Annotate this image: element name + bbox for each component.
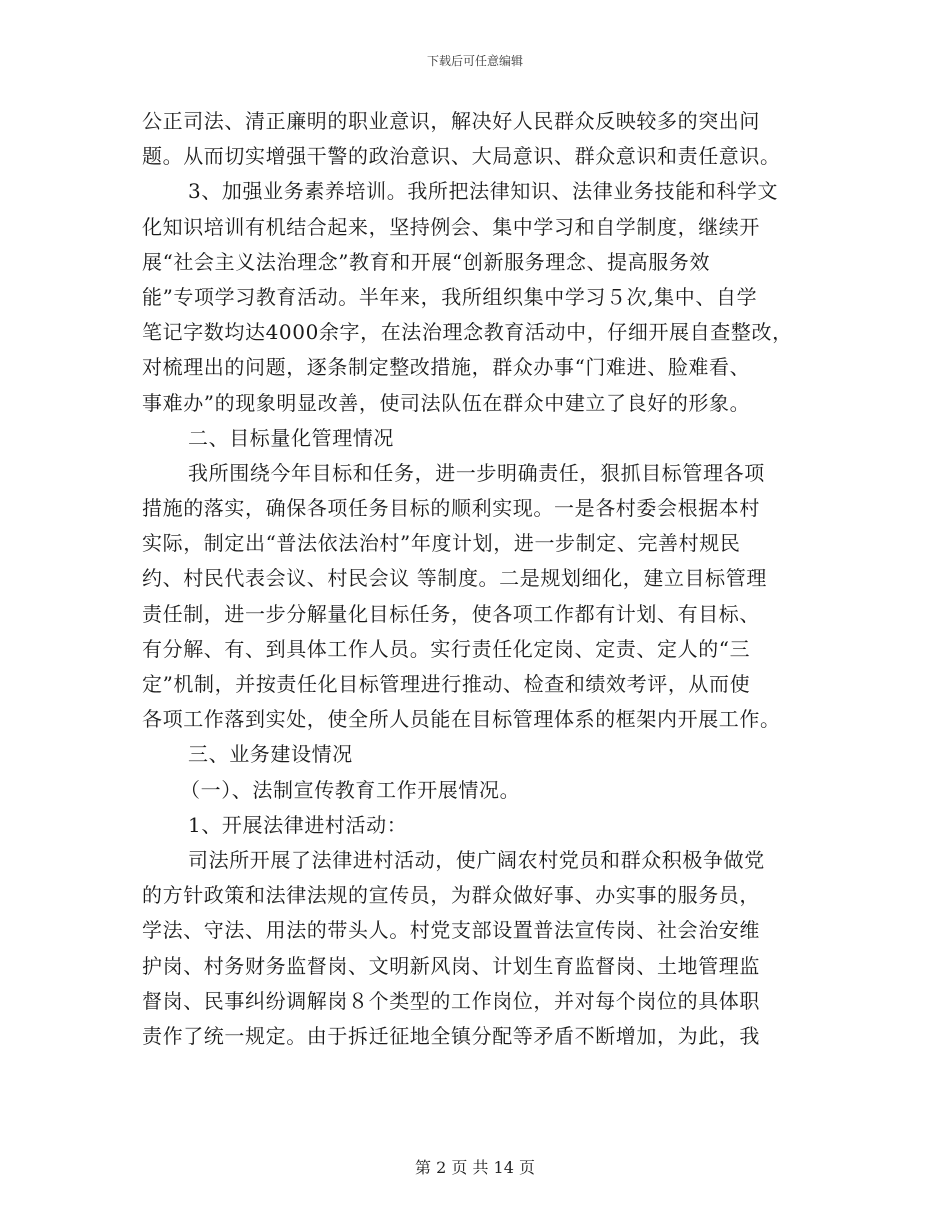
text-line: 二、目标量化管理情况 (188, 425, 394, 450)
text-line: 各项工作落到实处，使全所人员能在目标管理体系的框架内开展工作。 (142, 707, 781, 732)
text-line: 化知识培训有机结合起来，坚持例会、集中学习和自学制度，继续开 (142, 214, 760, 239)
text-line: 实际，制定出“普法依法治村”年度计划，进一步制定、完善村规民 (142, 531, 741, 556)
text-line: 笔记字数均达4000余字，在法治理念教育活动中，仔细开展自查整改， (142, 320, 793, 345)
text-line: 三、业务建设情况 (188, 742, 353, 767)
document-body (142, 104, 822, 1054)
text-line: 责作了统一规定。由于拆迁征地全镇分配等矛盾不断增加，为此，我 (142, 1023, 760, 1048)
text-line: 学法、守法、用法的带头人。村党支部设置普法宣传岗、社会治安维 (142, 918, 760, 943)
text-line: 定”机制，并按责任化目标管理进行推动、检查和绩效考评，从而使 (142, 672, 751, 696)
text-line: （一）、法制宣传教育工作开展情况。 (180, 777, 521, 802)
page-footer: 第 2 页 共 14 页 (415, 1158, 535, 1177)
text-line: 护岗、村务财务监督岗、文明新风岗、计划生育监督岗、土地管理监 (142, 953, 760, 978)
text-line: 对梳理出的问题，逐条制定整改措施，群众办事“门难进、脸难看、 (142, 355, 751, 380)
text-line: 我所围绕今年目标和任务，进一步明确责任，狠抓目标管理各项 (188, 460, 765, 485)
text-line: 1、开展法律进村活动： (188, 812, 408, 837)
text-line: 能”专项学习教育活动。半年来，我所组织集中学习５次,集中、自学 (142, 284, 758, 309)
text-line: 督岗、民事纠纷调解岗８个类型的工作岗位，并对每个岗位的具体职 (142, 988, 760, 1013)
page-header: 下载后可任意编辑 (426, 54, 523, 68)
text-line: 约、村民代表会议、村民会议 等制度。二是规划细化，建立目标管理 (142, 566, 767, 591)
text-line: 的方针政策和法律法规的宣传员，为群众做好事、办实事的服务员， (142, 883, 760, 908)
text-line: 展“社会主义法治理念”教育和开展“创新服务理念、提高服务效 (142, 249, 711, 274)
text-line: 3、加强业务素养培训。我所把法律知识、法律业务技能和科学文 (188, 179, 779, 204)
text-line: 司法所开展了法律进村活动，使广阔农村党员和群众积极争做党 (188, 847, 765, 872)
text-line: 措施的落实，确保各项任务目标的顺利实现。一是各村委会根据本村 (142, 496, 760, 521)
text-line: 事难办”的现象明显改善，使司法队伍在群众中建立了良好的形象。 (142, 390, 751, 415)
text-line: 有分解、有、到具体工作人员。实行责任化定岗、定责、定人的“三 (142, 636, 751, 661)
text-line: 题。从而切实增强干警的政治意识、大局意识、群众意识和责任意识。 (142, 144, 781, 169)
text-line: 公正司法、清正廉明的职业意识，解决好人民群众反映较多的突出问 (142, 109, 760, 133)
text-line: 责任制，进一步分解量化目标任务，使各项工作都有计划、有目标、 (142, 601, 760, 626)
